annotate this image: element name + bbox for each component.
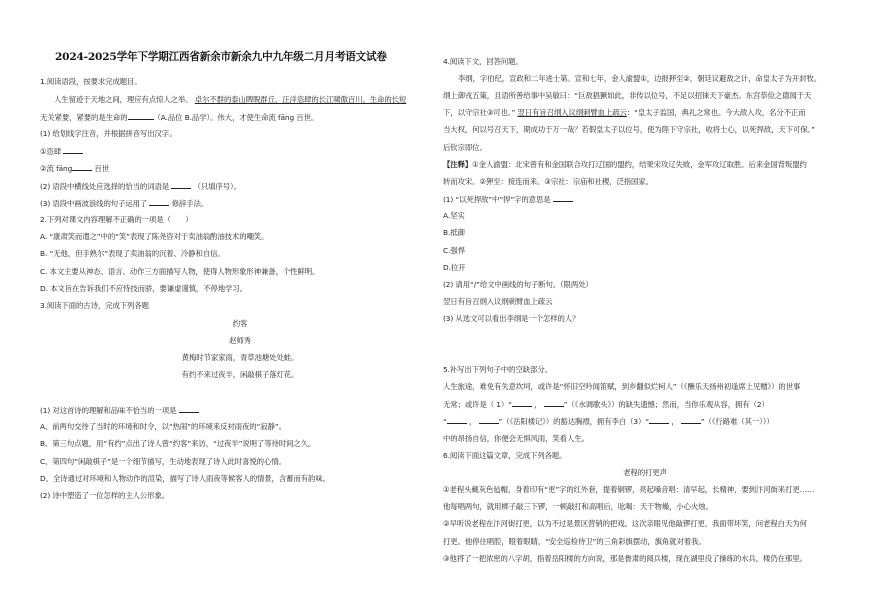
q3-option-a: A、前两句交待了当时的环境和时令，以“热闹”的环境来反衬雨夜的“寂静”。 (40, 422, 286, 431)
q1-paragraph-line1: 人生留迹于天地之间，理应有点惊人之举。 卓尔不群的泰山睥睨群丘，汪洋恣肆的长江啸傲百川。生命的长短 (54, 95, 407, 104)
q4-option-c: C.强悍 (443, 246, 465, 255)
q4-option-a: A.坚实 (443, 211, 465, 220)
q5-line4: 中的昂扬自信，你便会无惧风雨，笑看人生。 (443, 434, 589, 443)
poem-line-2: 有约不来过夜半，闲敲棋子落灯花。 (181, 370, 299, 379)
q3-option-c: C、第四句“闲敲棋子”是一个细节描写，生动地表现了诗人此时喜悦的心情。 (40, 457, 286, 466)
answer-blank[interactable] (149, 198, 169, 206)
q4-para-line1: 李纲，字伯纪，宣政和二年进士第。宣和七年，金人渝盟①，边报狎至②，朝廷议避敌之计，命皇太子为开封牧。 (458, 74, 822, 83)
q6-para-1: ①老程头戴灰色毡帽，身着印有“更”字的红外套，提着铜锣，亮起嗓音唱：清早起，长精神，要到汴河街来打更…… (443, 485, 815, 494)
q4-para-line5: 后钦宗即位。 (443, 143, 487, 152)
q5-line3: “ ， ”（《岳阳楼记》）的豁达胸襟，拥有李白（3）“ ， ”（《行路难（其一）》） (443, 417, 774, 426)
q1-sub1: (1) 给划线字注音，并根据拼音写出汉字。 (40, 129, 177, 138)
q5-heading: 5.补写出下列句子中的空缺部分。 (443, 365, 552, 374)
q3-option-b: B、第三句点题，用“有约”点出了诗人曾“约客”来访，“过夜半”说明了等待时间之久。 (40, 439, 316, 448)
q6-heading: 6.阅读下面这篇文章，完成下列各题。 (443, 451, 567, 460)
answer-blank[interactable] (544, 399, 564, 407)
q4-para-line4: 当大权，何以号召天下，期成功于万一哉？若假皇太子以位号，使为陛下守宗社，收将士心，以死捍敌，天下可保。” (443, 125, 815, 134)
answer-blank[interactable] (447, 416, 467, 424)
q4-sub2: (2) 请用“/”给文中画线的句子断句。（限两处） (443, 280, 593, 289)
q3-heading: 3.阅读下面的古诗，完成下列各题 (40, 301, 149, 310)
answer-blank[interactable] (63, 146, 83, 154)
q5-line2: 无常；或许是（ 1）“ ， ”（《水调歌头》）的缺失遗憾；然而，当你乐观从容，拥有（2） (443, 400, 769, 409)
q5-line1: 人生旅途，难免有失意坎坷，或许是“怀旧空吟闻笛赋，到乡翻似烂柯人”（《酬乐天扬州初逢席上见赠》）的世事 (443, 382, 801, 391)
q1-sub3: (3) 语段中画波浪线的句子运用了 修辞手法。 (40, 199, 209, 208)
answer-blank[interactable] (128, 112, 154, 120)
q1-paragraph-line2: 无关紧要，紧要的是生命的 （A.品位 B.品学）。伟大，才使生命流 fāng 百世。 (40, 113, 319, 122)
poem-author: 赵师秀 (229, 336, 251, 345)
q3-sub2: (2) 诗中塑造了一位怎样的主人公形象。 (40, 491, 170, 500)
page-title: 2024-2025学年下学期江西省新余市新余九中九年级二月月考语文试卷 (55, 51, 387, 63)
q6-para-2-cont: 打更。他停住唱腔，瞪着眼睛，“安全巡检侍卫”的三角彩旗摆动，旗角就对着我。 (443, 537, 706, 546)
answer-blank[interactable] (179, 405, 199, 413)
q1-heading: 1.阅读语段，按要求完成题目。 (40, 77, 142, 86)
q4-note-line1: 【注释】①金人渝盟：北宋曾有和金国联合攻打辽国的盟约，结果宋攻辽失败，金军攻辽取胜。后来金国背叛盟约 (443, 160, 807, 169)
answer-blank[interactable] (72, 163, 92, 171)
q2-option-b: B. “无他，但手熟尔”表现了卖油翁的沉着、冷静和自信。 (40, 249, 225, 258)
answer-blank[interactable] (649, 416, 669, 424)
answer-blank[interactable] (553, 194, 573, 202)
q2-heading: 2.下列对课文内容理解不正确的一项是（ ） (40, 215, 193, 224)
article-title: 老程的打更声 (623, 468, 667, 477)
answer-blank[interactable] (171, 181, 191, 189)
q2-option-a: A. “康肃笑而遣之”中的“笑”表现了陈尧咨对于卖油翁酌油技术的嘲笑。 (40, 232, 269, 241)
q6-para-1-cont: 他每唱两句，就用梆子敲三下锣，一顿敲打和高唱后，吆喝：天干物燥，小心火烛。 (443, 502, 713, 511)
q1-sub1-b: ②流 fāng 百世 (40, 164, 110, 173)
q6-para-3: ③他捋了一把浓密的八字胡，指着岳阳楼的方向说，那是鲁肃的阅兵楼，现在湖里没了操练的水兵，楼仍在那里。 (443, 554, 807, 563)
answer-blank[interactable] (681, 416, 701, 424)
q4-note-line2: 转而攻宋。②狎至：接连而来。③宗社：宗庙和社稷，泛指国家。 (443, 177, 653, 186)
wavy-line-sentence: 卓尔不群的泰山睥睨群丘，汪洋恣肆的长江啸傲百川。生命的长短 (194, 95, 407, 104)
answer-blank[interactable] (512, 399, 532, 407)
q4-para-line3: 下，以守宗社③可也。” 翌日有旨召纲入议纲刺臂血上疏云：“皇太子监国，典礼之常也。今大敌入攻，名分不正而 (443, 108, 806, 117)
q1-sub2: (2) 语段中横线处应选择的恰当的词语是 （只填序号）。 (40, 182, 241, 191)
q4-sub2-sentence: 翌日有旨召纲入议纲刺臂血上疏云 (443, 297, 553, 306)
q6-para-2: ②早听说老程在汴河街打更，以为不过是景区营销的把戏。这次亲眼见他敲锣打更，我面带坏笑，问老程白天为何 (443, 519, 807, 528)
q4-option-b: B.抵御 (443, 228, 465, 237)
q1-sub1-a: ①恣肆 (40, 146, 83, 157)
answer-blank[interactable] (479, 416, 499, 424)
q4-sub3: (3) 从选文可以看出李纲是一个怎样的人？ (443, 314, 580, 323)
q2-option-c: C. 本文主要从神态、语言、动作三方面描写人物，使得人物形象形神兼备，个性鲜明。 (40, 267, 320, 276)
poem-line-1: 黄梅时节家家雨，青草池塘处处蛙。 (181, 353, 299, 362)
q4-option-d: D.拉开 (443, 263, 466, 272)
q3-sub1: (1) 对这首诗的理解和品味不恰当的一项是 (40, 405, 199, 416)
q4-heading: 4.阅读下文，回答问题。 (443, 57, 523, 66)
q4-sub1: (1) “以死捍敌”中“捍”字的意思是 (443, 194, 573, 205)
poem-title: 约客 (232, 319, 248, 328)
q4-para-line2: 纲上御戎五策，且语所善给事中吴敏曰：“巨敌猖獗如此，非传以位号，不足以招徕天下豪杰。东宫恭俭之德闻于天 (443, 91, 812, 100)
q2-option-d: D. 本文旨在告诉我们不应恃技而骄，要谦虚谨慎，不停地学习。 (40, 284, 247, 293)
q3-option-d: D、全诗通过对环境和人物动作的渲染，描写了诗人雨夜等候客人的情景，含蓄而有韵味。 (40, 474, 330, 483)
underlined-sentence: 翌日有旨召纲入议纲刺臂血上疏云 (517, 108, 627, 117)
